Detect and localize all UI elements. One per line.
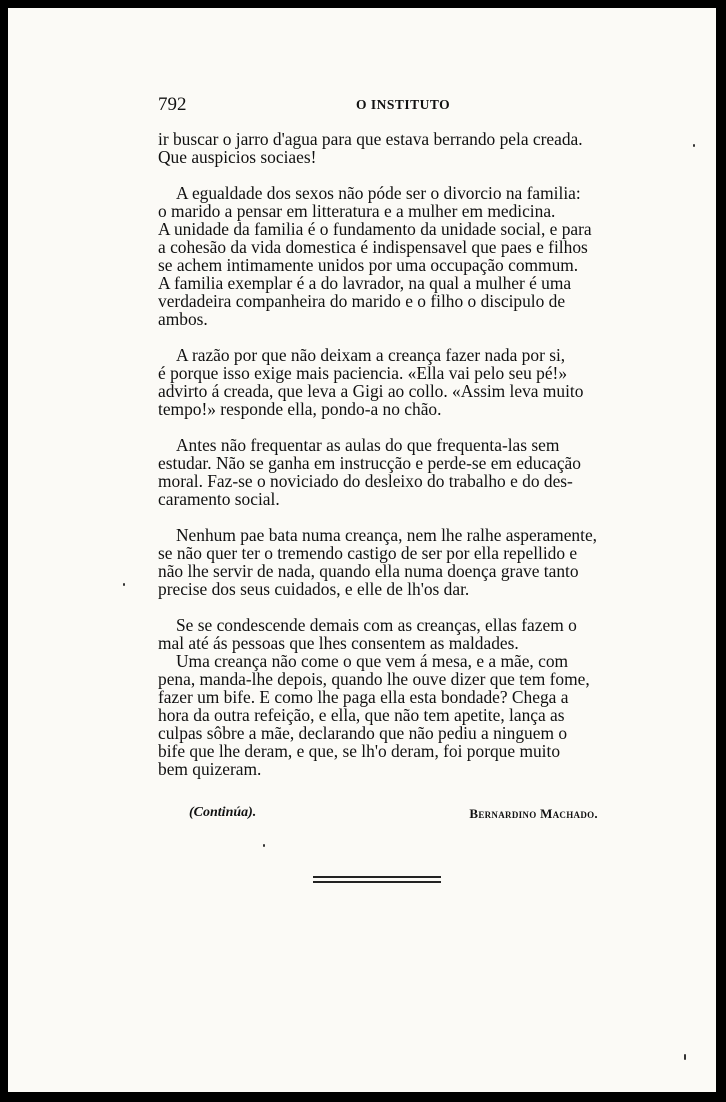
paragraph-continuation: ir buscar o jarro d'agua para que estava berrando pela creada. Que auspicios sociaes! bbox=[158, 129, 583, 167]
page-number: 792 bbox=[158, 94, 187, 115]
continuation-note: (Continúa). bbox=[189, 805, 257, 820]
author-signature: Bernardino Machado. bbox=[469, 806, 598, 821]
scan-speck bbox=[693, 144, 695, 147]
end-rule-top bbox=[313, 876, 441, 878]
page-header bbox=[158, 94, 648, 118]
paragraph-castigo: Nenhum pae bata numa creança, nem lhe ralhe asperamente, se não quer ter o tremendo castigo de ser por ella repellido e não lhe servir de nada, quando ella numa doença grave tanto precise dos seus cuidados, e elle de lh'os dar. bbox=[158, 525, 598, 599]
running-title: O INSTITUTO bbox=[356, 97, 451, 112]
paragraph-condescende: Se se condescende demais com as creanças, ellas fazem o mal até ás pessoas que lhes consentem as maldades. bbox=[158, 615, 577, 653]
scan-speck bbox=[684, 1054, 686, 1060]
end-rule-bottom bbox=[313, 881, 441, 883]
scan-speck bbox=[263, 844, 265, 847]
paragraph-aulas: Antes não frequentar as aulas do que frequenta-las sem estudar. Não se ganha em instrucção e perde-se em educação moral. Faz-se o noviciado do desleixo do trabalho e do des- caramento social. bbox=[158, 435, 581, 509]
paragraph-bife: Uma creança não come o que vem á mesa, e a mãe, com pena, manda-lhe depois, quando lhe ouve dizer que tem fome, fazer um bife. E como lhe paga ella esta bondade? Chega a hora da outra refeição, e ella, que não tem apetite, lança as culpas sôbre a mãe, declarando que não pediu a ninguem o bife que lhe deram, e que, se lh'o deram, foi porque muito bem quizeram. bbox=[158, 651, 590, 779]
scan-speck bbox=[123, 583, 125, 586]
article-body bbox=[158, 130, 648, 778]
paragraph-razao: A razão por que não deixam a creança fazer nada por si, é porque isso exige mais paciencia. «Ella vai pelo seu pé!» advirto á creada, que leva a Gigi ao collo. «Assim leva muito tempo!» responde ella, pondo-a no chão. bbox=[158, 345, 584, 419]
signature-row bbox=[158, 805, 648, 825]
document-page bbox=[8, 8, 716, 1092]
paragraph-egualdade: A egualdade dos sexos não póde ser o divorcio na familia: o marido a pensar em litteratura e a mulher em medicina. A unidade da familia é o fundamento da unidade social, e para a cohesão da vida domestica é indispensavel que paes e filhos se achem intimamente unidos por uma occupação commum. A familia exemplar é a do lavrador, na qual a mulher é uma verdadeira companheira do marido e o filho o discipulo de ambos. bbox=[158, 183, 592, 329]
